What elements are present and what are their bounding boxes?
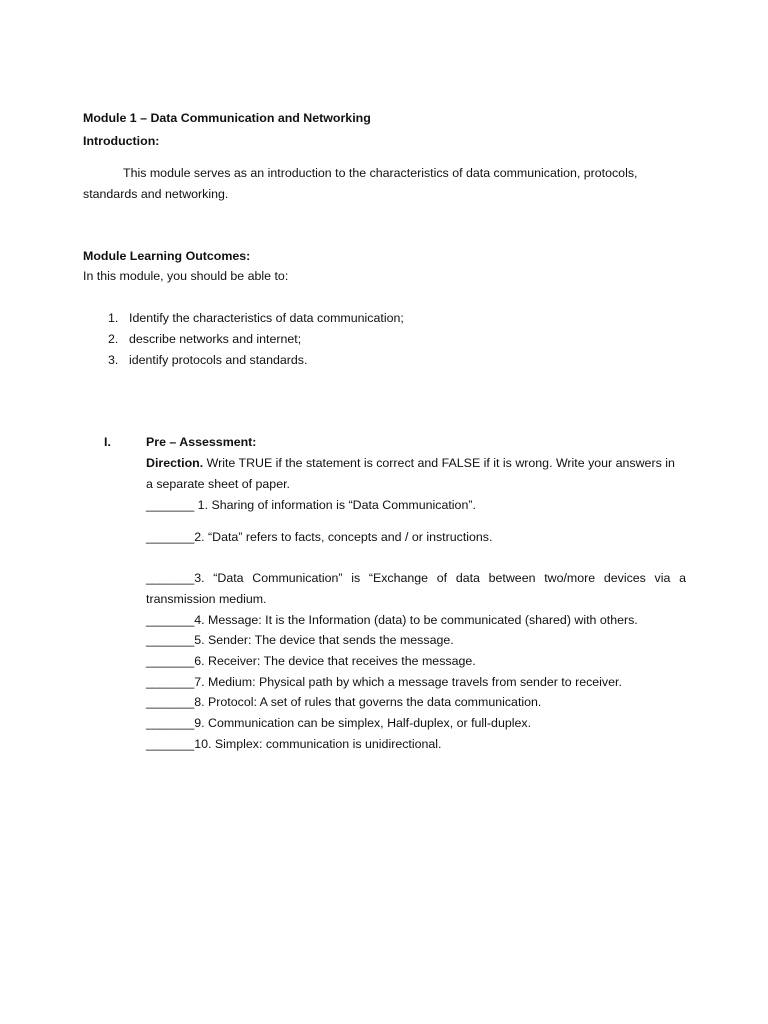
outcomes-lead: In this module, you should be able to:: [83, 269, 289, 283]
assessment-item: _______10. Simplex: communication is unidirectional.: [146, 737, 442, 751]
outcome-text: Identify the characteristics of data communication;: [129, 311, 404, 325]
assessment-item: _______7. Medium: Physical path by which a message travels from sender to receiver.: [146, 675, 622, 689]
assessment-item: _______5. Sender: The device that sends the message.: [146, 633, 454, 647]
assessment-item-continuation: transmission medium.: [146, 592, 267, 606]
pre-assessment-heading: Pre – Assessment:: [146, 435, 257, 449]
assessment-item: _______3. “Data Communication” is “Exchange of data between two/more devices via a: [146, 571, 686, 585]
outcome-number: 1.: [108, 311, 119, 325]
assessment-item: _______6. Receiver: The device that receives the message.: [146, 654, 476, 668]
assessment-item: _______8. Protocol: A set of rules that governs the data communication.: [146, 695, 542, 709]
introduction-heading: Introduction:: [83, 134, 160, 148]
direction-line-2: a separate sheet of paper.: [146, 477, 290, 491]
section-roman-numeral: I.: [104, 435, 111, 449]
direction-text: Write TRUE if the statement is correct and FALSE if it is wrong. Write your answers in: [203, 456, 675, 470]
direction-line-1: [146, 457, 675, 469]
outcomes-heading: Module Learning Outcomes:: [83, 249, 251, 263]
assessment-item: _______2. “Data” refers to facts, concepts and / or instructions.: [146, 530, 493, 544]
outcome-text: identify protocols and standards.: [129, 353, 308, 367]
module-title: Module 1 – Data Communication and Networking: [83, 111, 371, 125]
outcome-number: 2.: [108, 332, 119, 346]
assessment-item: _______4. Message: It is the Information (data) to be communicated (shared) with others.: [146, 613, 638, 627]
introduction-line-2: standards and networking.: [83, 187, 229, 201]
outcome-number: 3.: [108, 353, 119, 367]
assessment-item: _______ 1. Sharing of information is “Data Communication”.: [146, 498, 476, 512]
assessment-item: _______9. Communication can be simplex, Half-duplex, or full-duplex.: [146, 716, 532, 730]
outcome-text: describe networks and internet;: [129, 332, 302, 346]
direction-label: Direction.: [146, 456, 204, 470]
introduction-line-1: This module serves as an introduction to the characteristics of data communication, protocols,: [123, 166, 638, 180]
